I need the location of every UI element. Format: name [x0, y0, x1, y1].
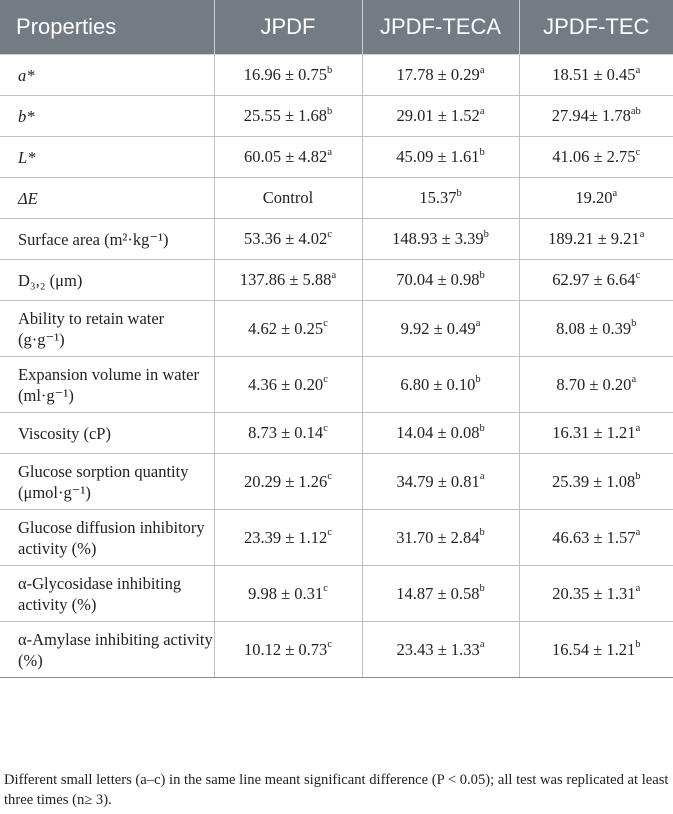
significance-letter: c	[323, 318, 328, 329]
row-label: a*	[0, 55, 214, 96]
significance-letter: c	[323, 583, 328, 594]
header-row	[0, 0, 673, 55]
significance-letter: a	[475, 318, 481, 329]
table-cell	[519, 413, 673, 454]
table-cell	[519, 178, 673, 219]
cell-value: 27.94± 1.78	[551, 106, 631, 125]
cell-value: 31.70 ± 2.84	[396, 527, 480, 547]
cell-value: 20.35 ± 1.31	[552, 583, 636, 603]
table-cell	[214, 566, 362, 622]
significance-letter: a	[635, 422, 641, 434]
significance-letter: a	[612, 187, 618, 199]
table-cell	[362, 260, 519, 301]
table-cell	[519, 96, 673, 137]
cell-value: 8.73 ± 0.14	[248, 423, 324, 442]
significance-letter: a	[635, 527, 641, 538]
significance-letter: c	[635, 146, 641, 158]
header-properties: Properties	[0, 0, 214, 55]
significance-letter: c	[327, 639, 332, 650]
significance-letter: b	[327, 64, 333, 76]
significance-letter: b	[475, 374, 481, 385]
table-footnote: Different small letters (a–c) in the same line meant significant difference (P < 0.05); all test was replicated at least three times (n≥ 3).	[4, 772, 669, 808]
significance-letter: b	[483, 228, 489, 240]
table-row	[0, 357, 673, 413]
header-jpdf-teca: JPDF-TECA	[362, 0, 519, 55]
table-row	[0, 454, 673, 510]
significance-letter: a	[479, 64, 485, 76]
row-label: Expansion volume in water (ml·g⁻¹)	[0, 357, 214, 413]
table-cell	[362, 137, 519, 178]
table-cell	[519, 219, 673, 260]
table-cell	[362, 566, 519, 622]
table-row	[0, 178, 673, 219]
table-cell	[214, 137, 362, 178]
significance-letter: a	[479, 471, 485, 482]
cell-value: 45.09 ± 1.61	[396, 147, 480, 166]
cell-value: 6.80 ± 0.10	[400, 374, 476, 394]
table-cell	[362, 96, 519, 137]
cell-value: 16.54 ± 1.21	[551, 639, 636, 659]
row-label: Glucose sorption quantity (μmol·g⁻¹)	[0, 454, 214, 510]
table-row	[0, 137, 673, 178]
cell-value: 14.04 ± 0.08	[396, 423, 480, 442]
table-cell	[214, 413, 362, 454]
header-jpdf: JPDF	[214, 0, 362, 55]
significance-letter: a	[331, 269, 337, 281]
cell-value: 9.92 ± 0.49	[400, 318, 476, 338]
table-cell	[362, 413, 519, 454]
significance-letter: b	[327, 105, 333, 117]
cell-value: 62.97 ± 6.64	[552, 270, 636, 289]
cell-value: 29.01 ± 1.52	[396, 106, 480, 125]
table-cell	[362, 357, 519, 413]
table-row	[0, 260, 673, 301]
significance-letter: a	[327, 146, 332, 158]
table-cell	[519, 454, 673, 510]
table-cell	[362, 454, 519, 510]
header-jpdf-tec: JPDF-TEC	[519, 0, 673, 55]
table-cell	[519, 566, 673, 622]
cell-value: Control	[262, 188, 314, 207]
table-row	[0, 510, 673, 566]
cell-value: 46.63 ± 1.57	[552, 527, 636, 547]
cell-value: 25.55 ± 1.68	[243, 106, 328, 125]
significance-letter: b	[479, 583, 485, 594]
cell-value: 16.31 ± 1.21	[552, 423, 636, 442]
significance-letter: a	[479, 105, 485, 117]
row-label: D₃,₂ (μm)	[0, 260, 214, 301]
table-cell	[214, 510, 362, 566]
cell-value: 19.20	[575, 188, 613, 207]
table-cell	[362, 622, 519, 678]
row-label: Ability to retain water (g·g⁻¹)	[0, 301, 214, 357]
table-row	[0, 219, 673, 260]
cell-value: 41.06 ± 2.75	[552, 147, 636, 166]
row-label: α-Glycosidase inhibiting activity (%)	[0, 566, 214, 622]
cell-value: 4.62 ± 0.25	[248, 318, 324, 338]
table-row	[0, 622, 673, 678]
table-row	[0, 566, 673, 622]
significance-letter: c	[327, 228, 332, 240]
table-cell	[519, 260, 673, 301]
cell-value: 17.78 ± 0.29	[396, 65, 480, 84]
significance-letter: c	[327, 527, 332, 538]
table-cell	[214, 96, 362, 137]
table-cell	[214, 357, 362, 413]
significance-letter: b	[631, 318, 637, 329]
row-label: b*	[0, 96, 214, 137]
table-cell	[519, 301, 673, 357]
table-cell	[519, 622, 673, 678]
cell-value: 20.29 ± 1.26	[244, 471, 328, 491]
row-label: α-Amylase inhibiting activity (%)	[0, 622, 214, 678]
table-cell	[519, 510, 673, 566]
cell-value: 23.43 ± 1.33	[396, 639, 480, 659]
significance-letter: c	[327, 471, 332, 482]
cell-value: 8.70 ± 0.20	[556, 374, 632, 394]
significance-letter: c	[635, 269, 641, 281]
table-cell	[214, 301, 362, 357]
cell-value: 14.87 ± 0.58	[396, 583, 480, 603]
significance-letter: a	[479, 639, 485, 650]
significance-letter: b	[479, 527, 485, 538]
table-cell	[214, 454, 362, 510]
table-cell	[519, 137, 673, 178]
row-label: L*	[0, 137, 214, 178]
cell-value: 9.98 ± 0.31	[248, 583, 324, 603]
table-cell	[214, 622, 362, 678]
table-row	[0, 301, 673, 357]
significance-letter: b	[479, 269, 485, 281]
cell-value: 34.79 ± 0.81	[396, 471, 480, 491]
cell-value: 18.51 ± 0.45	[552, 65, 636, 84]
cell-value: 25.39 ± 1.08	[551, 471, 636, 491]
table-cell	[362, 178, 519, 219]
table-cell	[214, 178, 362, 219]
table-row	[0, 413, 673, 454]
row-label: Surface area (m²·kg⁻¹)	[0, 219, 214, 260]
significance-letter: a	[631, 374, 637, 385]
table-cell	[362, 55, 519, 96]
row-label: ΔE	[0, 178, 214, 219]
significance-letter: b	[635, 639, 641, 650]
significance-letter: b	[479, 146, 485, 158]
table-cell	[214, 260, 362, 301]
cell-value: 23.39 ± 1.12	[244, 527, 328, 547]
cell-value: 189.21 ± 9.21	[548, 229, 640, 248]
table-row	[0, 55, 673, 96]
table-cell	[519, 357, 673, 413]
table-cell	[214, 55, 362, 96]
significance-letter: b	[635, 471, 641, 482]
cell-value: 15.37	[419, 188, 457, 207]
significance-letter: a	[635, 64, 641, 76]
table-cell	[362, 219, 519, 260]
significance-letter: c	[323, 422, 328, 434]
cell-value: 4.36 ± 0.20	[248, 374, 324, 394]
cell-value: 148.93 ± 3.39	[392, 229, 484, 248]
cell-value: 70.04 ± 0.98	[396, 270, 480, 289]
table-cell	[362, 301, 519, 357]
cell-value: 16.96 ± 0.75	[243, 65, 328, 84]
significance-letter: c	[323, 374, 328, 385]
significance-letter: ab	[630, 105, 641, 117]
table-cell	[519, 55, 673, 96]
significance-letter: a	[639, 228, 645, 240]
cell-value: 60.05 ± 4.82	[244, 147, 328, 166]
table-cell	[362, 510, 519, 566]
cell-value: 8.08 ± 0.39	[556, 318, 632, 338]
cell-value: 137.86 ± 5.88	[239, 270, 332, 289]
significance-letter: b	[456, 187, 462, 199]
cell-value: 53.36 ± 4.02	[244, 229, 328, 248]
significance-letter: b	[479, 422, 485, 434]
table-cell	[214, 219, 362, 260]
row-label: Glucose diffusion inhibitory activity (%)	[0, 510, 214, 566]
row-label: Viscosity (cP)	[0, 413, 214, 454]
significance-letter: a	[635, 583, 641, 594]
cell-value: 10.12 ± 0.73	[244, 639, 328, 659]
table-row	[0, 96, 673, 137]
